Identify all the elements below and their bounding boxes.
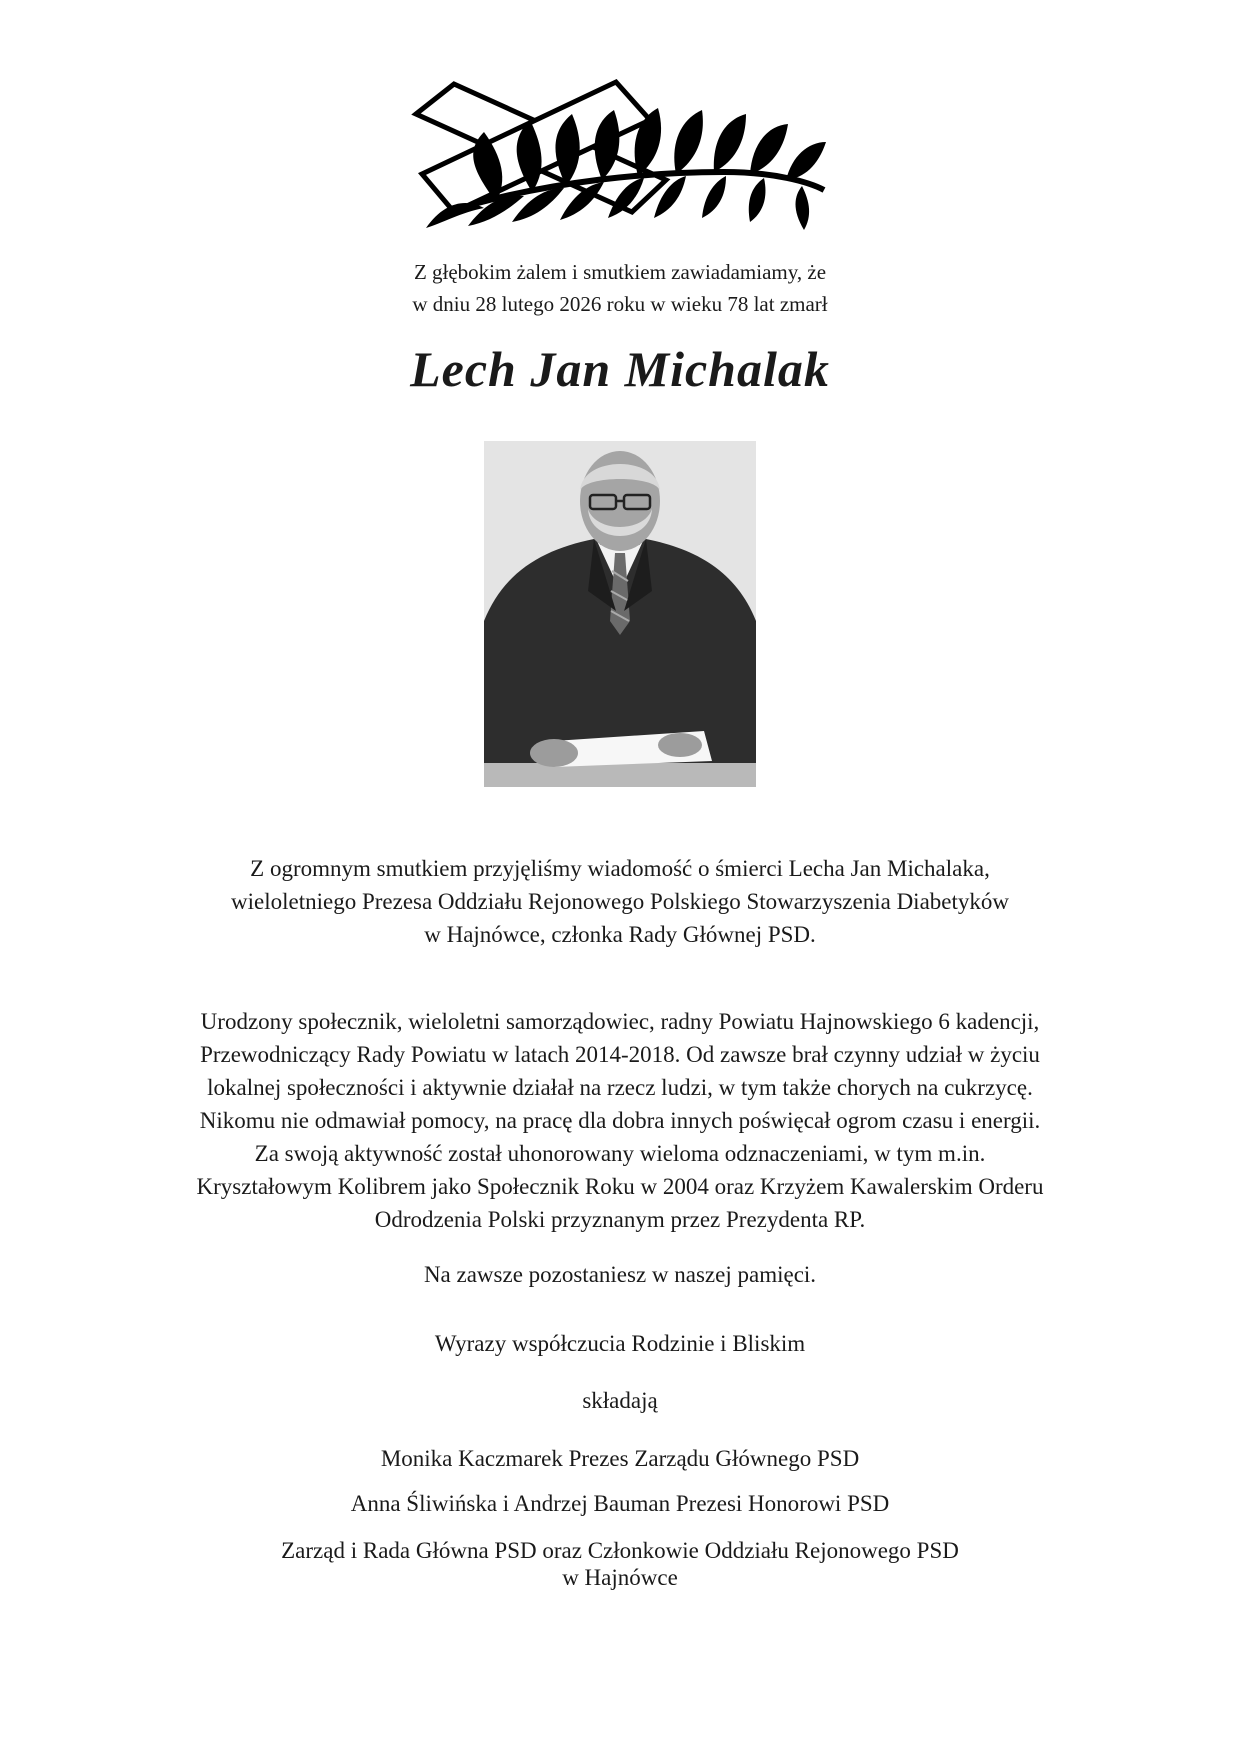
signatory-line: Anna Śliwińska i Andrzej Bauman Prezesi Honorowi PSD	[350, 1491, 890, 1516]
paragraph-2-line: lokalnej społeczności i aktywnie działał na rzecz ludzi, w tym także chorych na cukrzycę.	[207, 1075, 1033, 1100]
condolences-line: Wyrazy współczucia Rodzinie i Bliskim	[434, 1331, 806, 1356]
announcement-intro	[0, 256, 1240, 320]
portrait-photo	[484, 441, 756, 787]
paragraph-2-line: Przewodniczący Rady Powiatu w latach 2014-2018. Od zawsze brał czynny udział w życiu	[200, 1042, 1040, 1067]
intro-line-1: Z głębokim żalem i smutkiem zawiadamiamy, że	[413, 260, 827, 284]
submitted-by-line: składają	[582, 1388, 658, 1413]
signatory-line: Monika Kaczmarek Prezes Zarządu Głównego PSD	[380, 1446, 860, 1471]
intro-line-2: w dniu 28 lutego 2026 roku w wieku 78 lat zmarł	[412, 292, 828, 316]
paragraph-2-line: Za swoją aktywność został uhonorowany wieloma odznaczeniami, w tym m.in.	[254, 1141, 986, 1166]
paragraph-biography	[0, 1005, 1240, 1236]
signatory-line: w Hajnówce	[562, 1565, 678, 1590]
paragraph-1-line: wieloletniego Prezesa Oddziału Rejonowego Polskiego Stowarzyszenia Diabetyków	[231, 889, 1009, 914]
paragraph-2-line: Odrodzenia Polski przyznanym przez Prezydenta RP.	[374, 1207, 866, 1232]
signatory-line: Zarząd i Rada Główna PSD oraz Członkowie Oddziału Rejonowego PSD	[281, 1538, 959, 1563]
cross-and-palm-branch-icon	[404, 62, 838, 230]
paragraph-tribute	[0, 852, 1240, 951]
paragraph-2-line: Nikomu nie odmawiał pomocy, na pracę dla dobra innych poświęcał ogrom czasu i energii.	[199, 1108, 1041, 1133]
paragraph-2-line: Kryształowym Kolibrem jako Społecznik Roku w 2004 oraz Krzyżem Kawalerskim Orderu	[196, 1174, 1044, 1199]
farewell-line: Na zawsze pozostaniesz w naszej pamięci.	[423, 1262, 817, 1287]
deceased-name: Lech Jan Michalak	[410, 341, 830, 397]
paragraph-1-line: w Hajnówce, członka Rady Głównej PSD.	[424, 922, 816, 947]
paragraph-1-line: Z ogromnym smutkiem przyjęliśmy wiadomość o śmierci Lecha Jan Michalaka,	[250, 856, 990, 881]
paragraph-2-line: Urodzony społecznik, wieloletni samorządowiec, radny Powiatu Hajnowskiego 6 kadencji,	[200, 1009, 1040, 1034]
